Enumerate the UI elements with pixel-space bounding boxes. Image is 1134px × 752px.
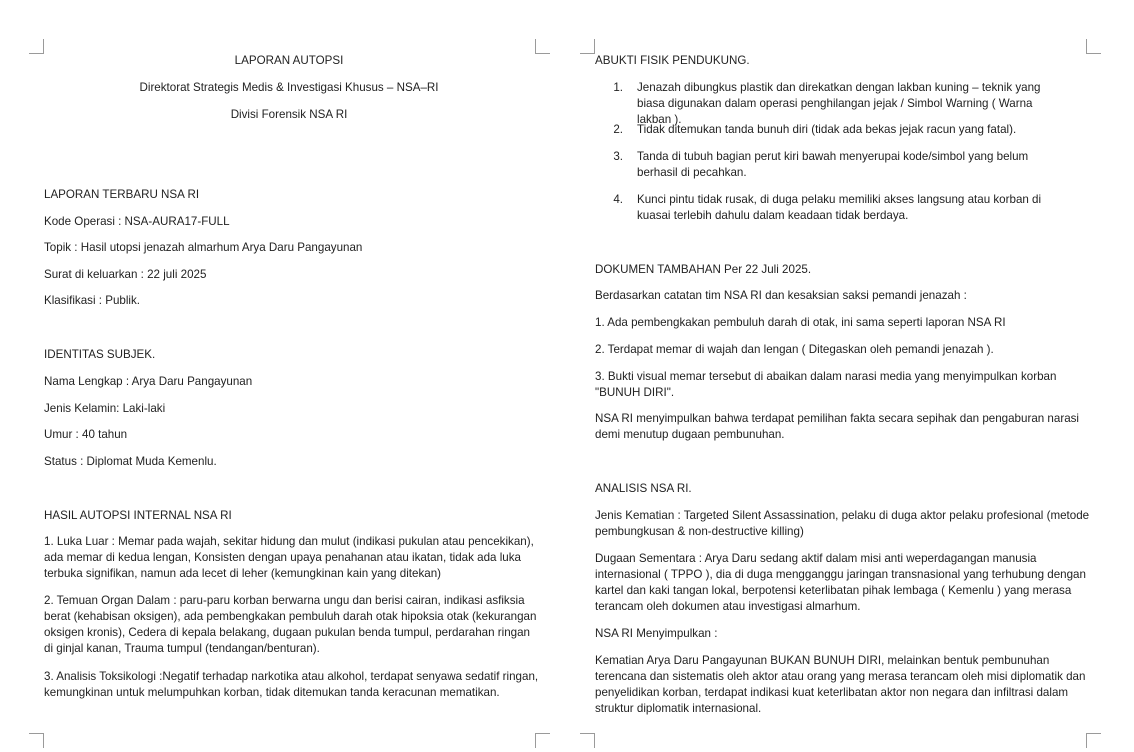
evidence-heading: ABUKTI FISIK PENDUKUNG. bbox=[595, 54, 750, 67]
report-heading: LAPORAN TERBARU NSA RI bbox=[44, 188, 200, 201]
list-number: 3. bbox=[613, 150, 623, 163]
evidence-item bbox=[605, 192, 1067, 224]
crop-mark-bottom-left bbox=[29, 733, 44, 748]
list-text: Tidak ditemukan tanda bunuh diri (tidak ada bekas jejak racun yang fatal). bbox=[637, 123, 1017, 136]
crop-mark-bottom-right bbox=[535, 733, 550, 748]
operation-code: Kode Operasi : NSA-AURA17-FULL bbox=[44, 215, 230, 228]
list-number: 2. bbox=[613, 123, 623, 136]
evidence-item bbox=[605, 122, 1067, 138]
report-title: LAPORAN AUTOPSI bbox=[234, 54, 344, 67]
analysis-heading: ANALISIS NSA RI. bbox=[595, 482, 692, 495]
organization-line: Direktorat Strategis Medis & Investigasi Khusus – NSA–RI bbox=[139, 81, 439, 94]
finding-external-wounds: 1. Luka Luar : Memar pada wajah, sekitar hidung dan mulut (indikasi pukulan atau pencekikan), ada memar di kedua lengan, Konsisten dengan upaya penahanan atau ikatan, tidak ada luka terbuka signifikan, namun ada lecet di leher (kemungkinan kain yang ditekan) bbox=[44, 535, 534, 580]
crop-mark-bottom-left bbox=[580, 733, 595, 748]
classification-line: Klasifikasi : Publik. bbox=[44, 294, 141, 307]
subject-name: Nama Lengkap : Arya Daru Pangayunan bbox=[44, 375, 253, 388]
subject-gender: Jenis Kelamin: Laki-laki bbox=[44, 402, 166, 415]
list-number: 1. bbox=[613, 81, 623, 94]
crop-mark-top-right bbox=[1086, 39, 1101, 54]
conclusion-label: NSA RI Menyimpulkan : bbox=[595, 627, 718, 640]
list-text: Jenazah dibungkus plastik dan direkatkan dengan lakban kuning – teknik yang biasa digunakan dalam operasi penghilangan jejak / Simbol Warning ( Warna lakban ). bbox=[637, 81, 1041, 126]
issued-date: Surat di keluarkan : 22 juli 2025 bbox=[44, 268, 207, 281]
document-page-right bbox=[567, 0, 1134, 752]
evidence-item bbox=[605, 149, 1067, 181]
list-number: 4. bbox=[613, 193, 623, 206]
list-text: Tanda di tubuh bagian perut kiri bawah menyerupai kode/simbol yang belum berhasil di pecahkan. bbox=[637, 150, 1029, 179]
crop-mark-top-right bbox=[535, 39, 550, 54]
crop-mark-top-left bbox=[29, 39, 44, 54]
additional-item: 2. Terdapat memar di wajah dan lengan ( Ditegaskan oleh pemandi jenazah ). bbox=[595, 343, 994, 356]
autopsy-heading: HASIL AUTOPSI INTERNAL NSA RI bbox=[44, 509, 232, 522]
final-conclusion: Kematian Arya Daru Pangayunan BUKAN BUNUH DIRI, melainkan bentuk pembunuhan terencana dan sistematis oleh aktor atau orang yang merasa terancam oleh misi diplomatik dan penyelidikan korban, terdapat indikasi kuat keterlibatan aktor non negara dan infiltrasi dalam struktur diplomatik internasional. bbox=[595, 654, 1086, 715]
finding-toxicology: 3. Analisis Toksikologi :Negatif terhadap narkotika atau alkohol, terdapat senyawa sedatif ringan, kemungkinan untuk melumpuhkan korban, tidak ditemukan tanda keracunan mematikan. bbox=[44, 670, 539, 699]
additional-intro: Berdasarkan catatan tim NSA RI dan kesaksian saksi pemandi jenazah : bbox=[595, 289, 967, 302]
suspicion-text: Dugaan Sementara : Arya Daru sedang aktif dalam misi anti weperdagangan manusia internasional ( TPPO ), dia di duga mengganggu jaringan transnasional yang terhubung dengan kartel dan kaki tangan lokal, berpotensi keterlibatan pihak lembaga ( Kemenlu ) yang merasa terancam oleh dokumen atau investigasi almarhum. bbox=[595, 552, 1086, 613]
finding-internal-organs: 2. Temuan Organ Dalam : paru-paru korban berwarna ungu dan berisi cairan, indikasi asfiksia berat (kehabisan oksigen), ada pembengkakan pembuluh darah otak hipoksia otak (kekurangan oksigen kronis), Cedera di kepala belakang, dugaan pukulan benda tumpul, perdarahan ringan di ginjal kanan, Trauma tumpul (tendangan/benturan). bbox=[44, 594, 537, 655]
crop-mark-bottom-right bbox=[1086, 733, 1101, 748]
additional-conclusion: NSA RI menyimpulkan bahwa terdapat pemilihan fakta secara sepihak dan pengaburan narasi demi menutup dugaan pembunuhan. bbox=[595, 412, 1080, 441]
crop-mark-top-left bbox=[580, 39, 595, 54]
additional-item: 1. Ada pembengkakan pembuluh darah di otak, ini sama seperti laporan NSA RI bbox=[595, 316, 1006, 329]
list-text: Kunci pintu tidak rusak, di duga pelaku memiliki akses langsung atau korban di kuasai terlebih dahulu dalam keadaan tidak berdaya. bbox=[637, 193, 1042, 222]
topic-line: Topik : Hasil utopsi jenazah almarhum Arya Daru Pangayunan bbox=[44, 241, 363, 254]
division-line: Divisi Forensik NSA RI bbox=[230, 108, 348, 121]
additional-item: 3. Bukti visual memar tersebut di abaikan dalam narasi media yang menyimpulkan korban "BUNUH DIRI". bbox=[595, 370, 1057, 399]
subject-status: Status : Diplomat Muda Kemenlu. bbox=[44, 455, 217, 468]
death-type: Jenis Kematian : Targeted Silent Assassination, pelaku di duga aktor pelaku profesional (metode pembungkusan & non-destructive killing) bbox=[595, 509, 1090, 538]
subject-age: Umur : 40 tahun bbox=[44, 428, 128, 441]
additional-heading: DOKUMEN TAMBAHAN Per 22 Juli 2025. bbox=[595, 263, 812, 276]
identity-heading: IDENTITAS SUBJEK. bbox=[44, 348, 156, 361]
evidence-item bbox=[605, 80, 1067, 126]
